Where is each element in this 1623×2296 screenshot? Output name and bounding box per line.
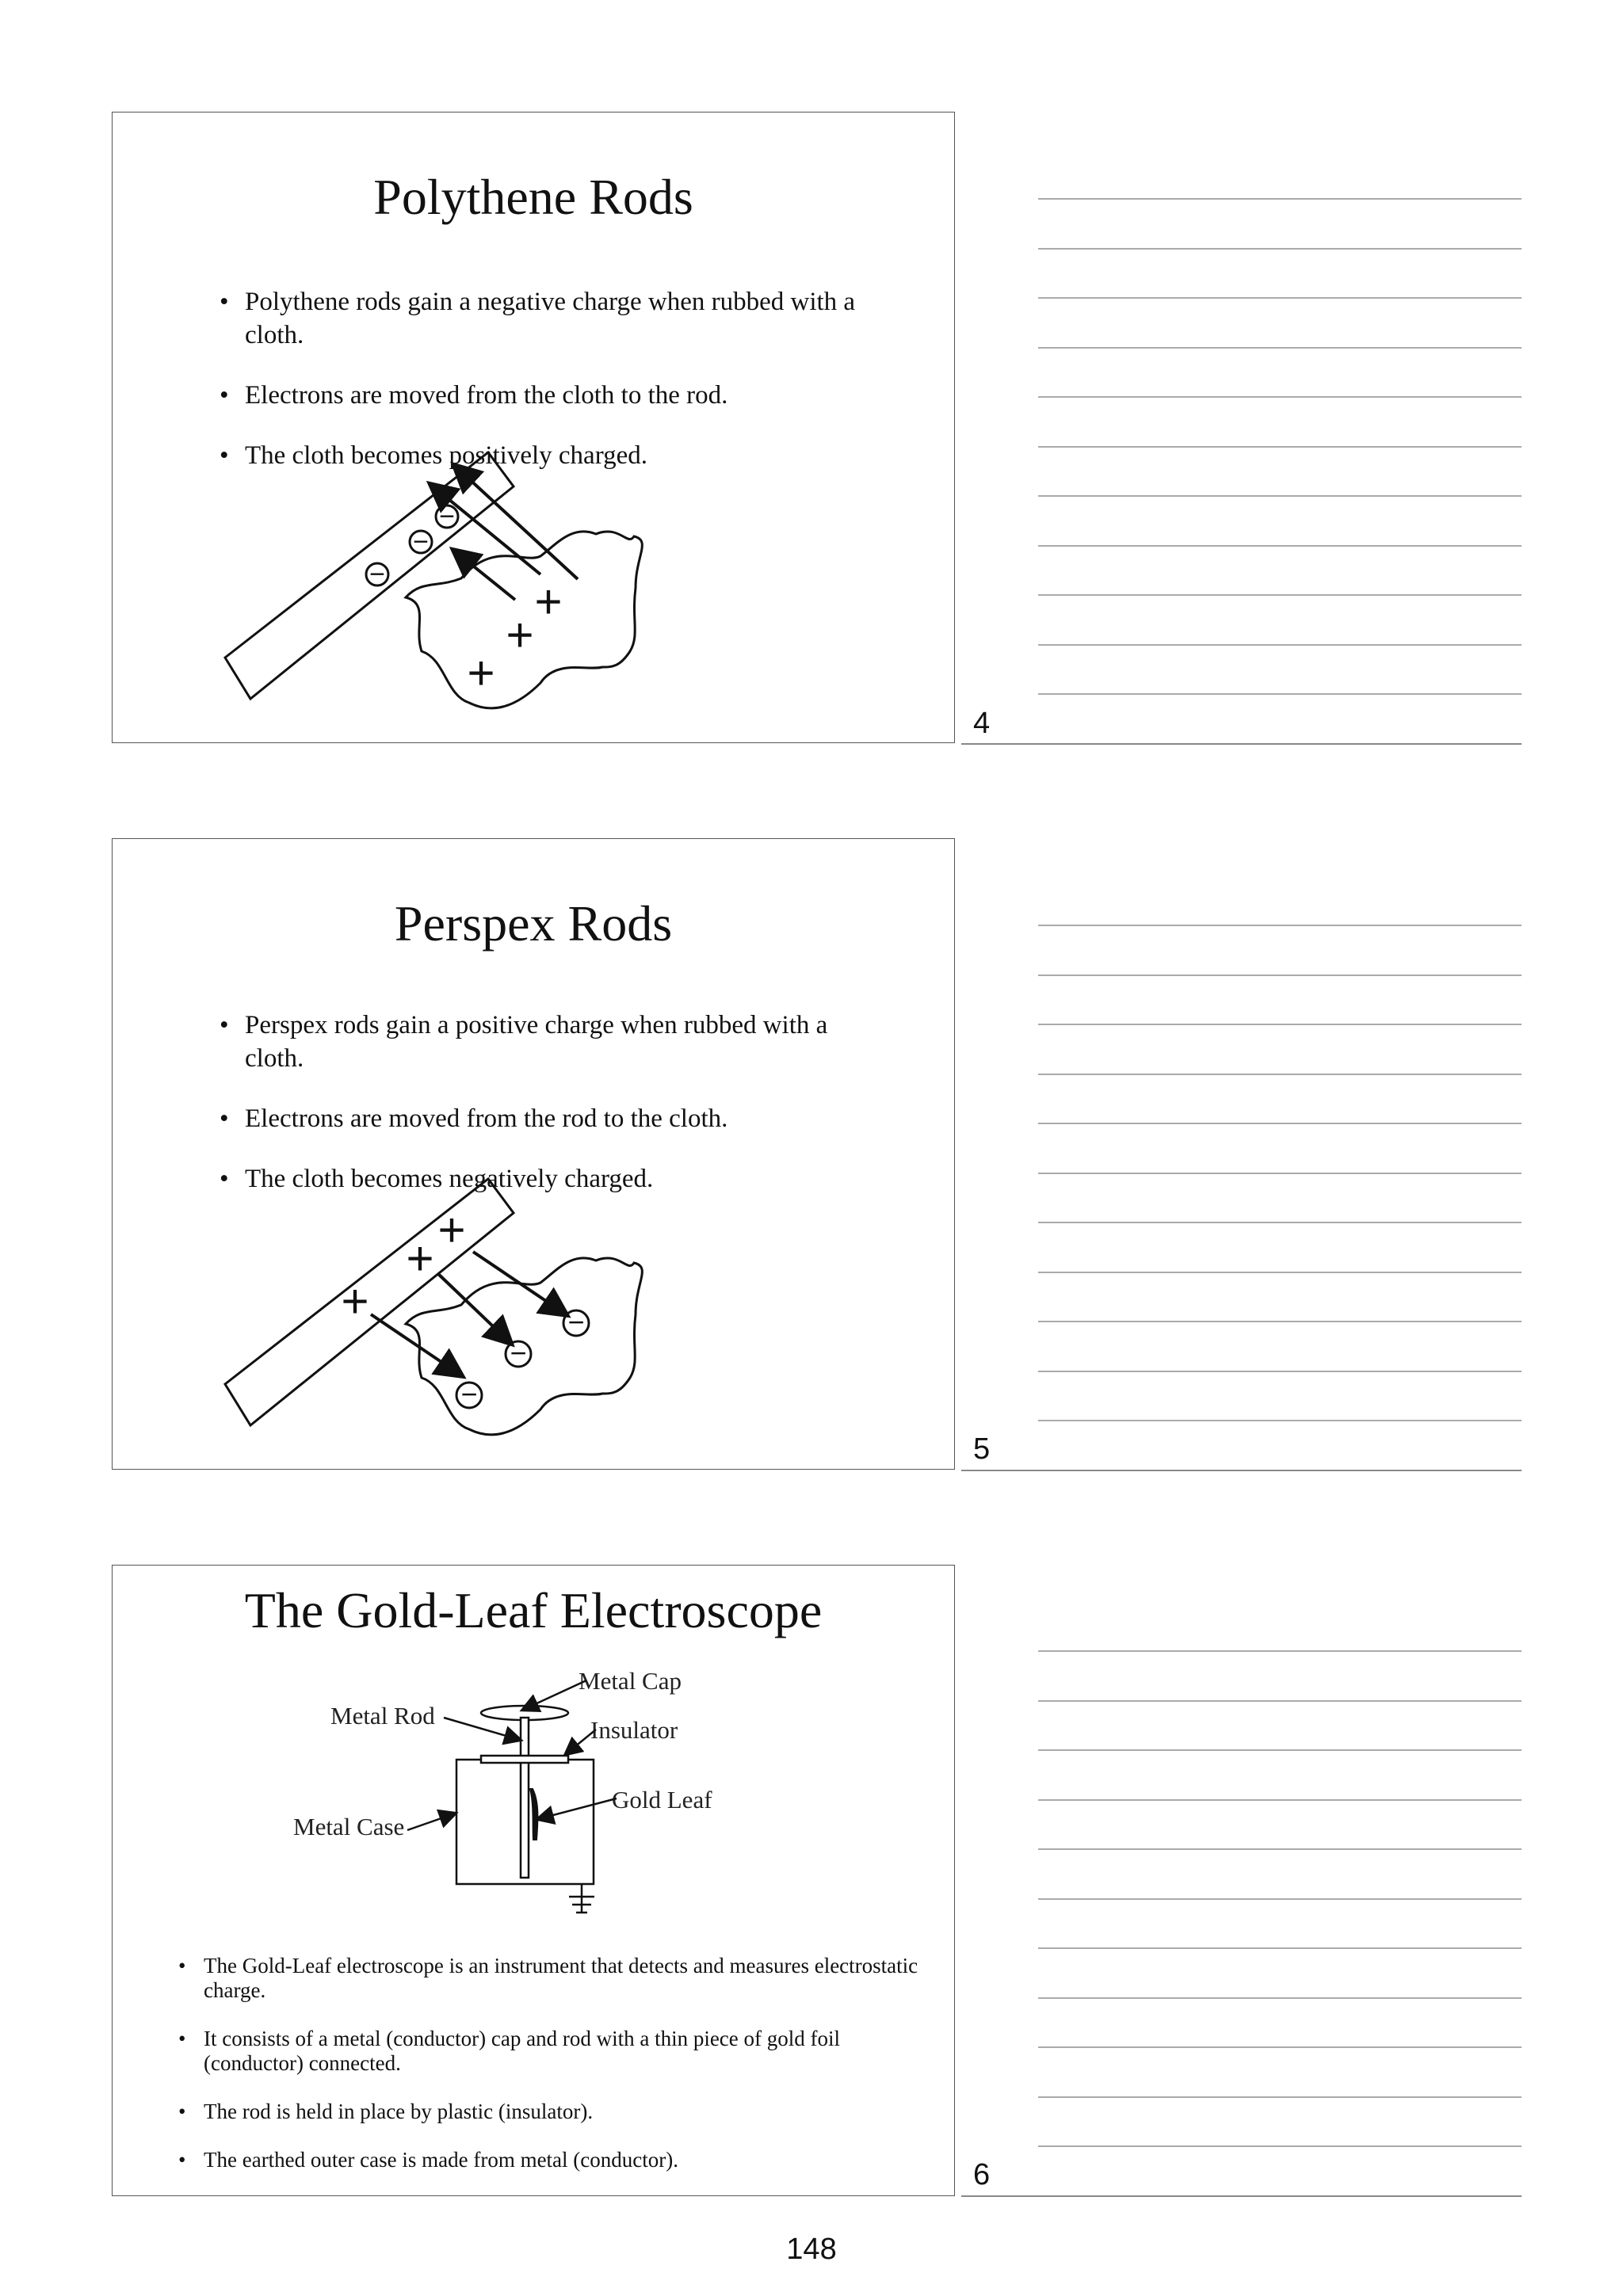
bullet-list	[178, 1954, 923, 2196]
insulator	[481, 1756, 568, 1763]
cloth-charge: −	[510, 1337, 527, 1369]
polythene-rod-diagram	[113, 113, 956, 744]
cloth-charge: +	[506, 608, 534, 662]
rod-charge: +	[406, 1232, 434, 1285]
bullet-item: • Electrons are moved from the rod to the cloth.	[220, 1102, 869, 1135]
bullet-item: • The earthed outer case is made from metal (conductor).	[178, 2148, 923, 2172]
perspex-rod-diagram	[113, 839, 956, 1470]
bullet-item: • Perspex rods gain a positive charge when rubbed with a cloth.	[220, 1009, 869, 1075]
bullet-item: • The Gold-Leaf electroscope is an instrument that detects and measures electrostatic charge.	[178, 1954, 923, 2003]
rod-charge: +	[341, 1275, 369, 1328]
cloth-charge: −	[567, 1306, 585, 1338]
slide-title: Polythene Rods	[373, 169, 693, 225]
gold-leaf	[530, 1789, 537, 1840]
bullet-item: • The cloth becomes positively charged.	[220, 439, 869, 472]
slide-title: The Gold-Leaf Electroscope	[244, 1582, 823, 1638]
rod-charge: +	[437, 1203, 466, 1257]
slide-polythene-rods	[112, 112, 955, 743]
cloth-charge: +	[467, 646, 495, 700]
metal-rod	[521, 1718, 529, 1878]
bullet-item: • Electrons are moved from the cloth to the rod.	[220, 379, 869, 412]
bullet-item: • The rod is held in place by plastic (insulator).	[178, 2100, 923, 2124]
bullet-item: • It consists of a metal (conductor) cap and rod with a thin piece of gold foil (conductor) connected.	[178, 2027, 923, 2076]
page-number: 148	[786, 2233, 837, 2266]
slide-divider	[961, 2195, 1522, 2197]
slide-number: 4	[973, 707, 991, 740]
gold-leaf-label: Gold Leaf	[612, 1786, 712, 1814]
slide-title: Perspex Rods	[394, 895, 673, 952]
slide-divider	[961, 1470, 1522, 1471]
bullet-item: • The cloth becomes negatively charged.	[220, 1162, 869, 1196]
slide-divider	[961, 743, 1522, 745]
slide-number: 5	[973, 1432, 991, 1466]
metal-cap-label: Metal Cap	[579, 1667, 682, 1695]
slide-gold-leaf-electroscope	[112, 1565, 955, 2196]
slide-perspex-rods	[112, 838, 955, 1470]
metal-case-label: Metal Case	[293, 1813, 405, 1840]
rod-charge: −	[369, 559, 385, 589]
insulator-label: Insulator	[590, 1716, 678, 1744]
rod-charge: −	[413, 527, 429, 557]
rod-charge: −	[439, 502, 455, 532]
metal-rod-label: Metal Rod	[330, 1702, 435, 1730]
bullet-item: • Polythene rods gain a negative charge when rubbed with a cloth.	[220, 285, 869, 352]
slide-number: 6	[973, 2158, 991, 2191]
cloth-charge: +	[534, 575, 563, 628]
cloth-charge: −	[460, 1378, 478, 1410]
